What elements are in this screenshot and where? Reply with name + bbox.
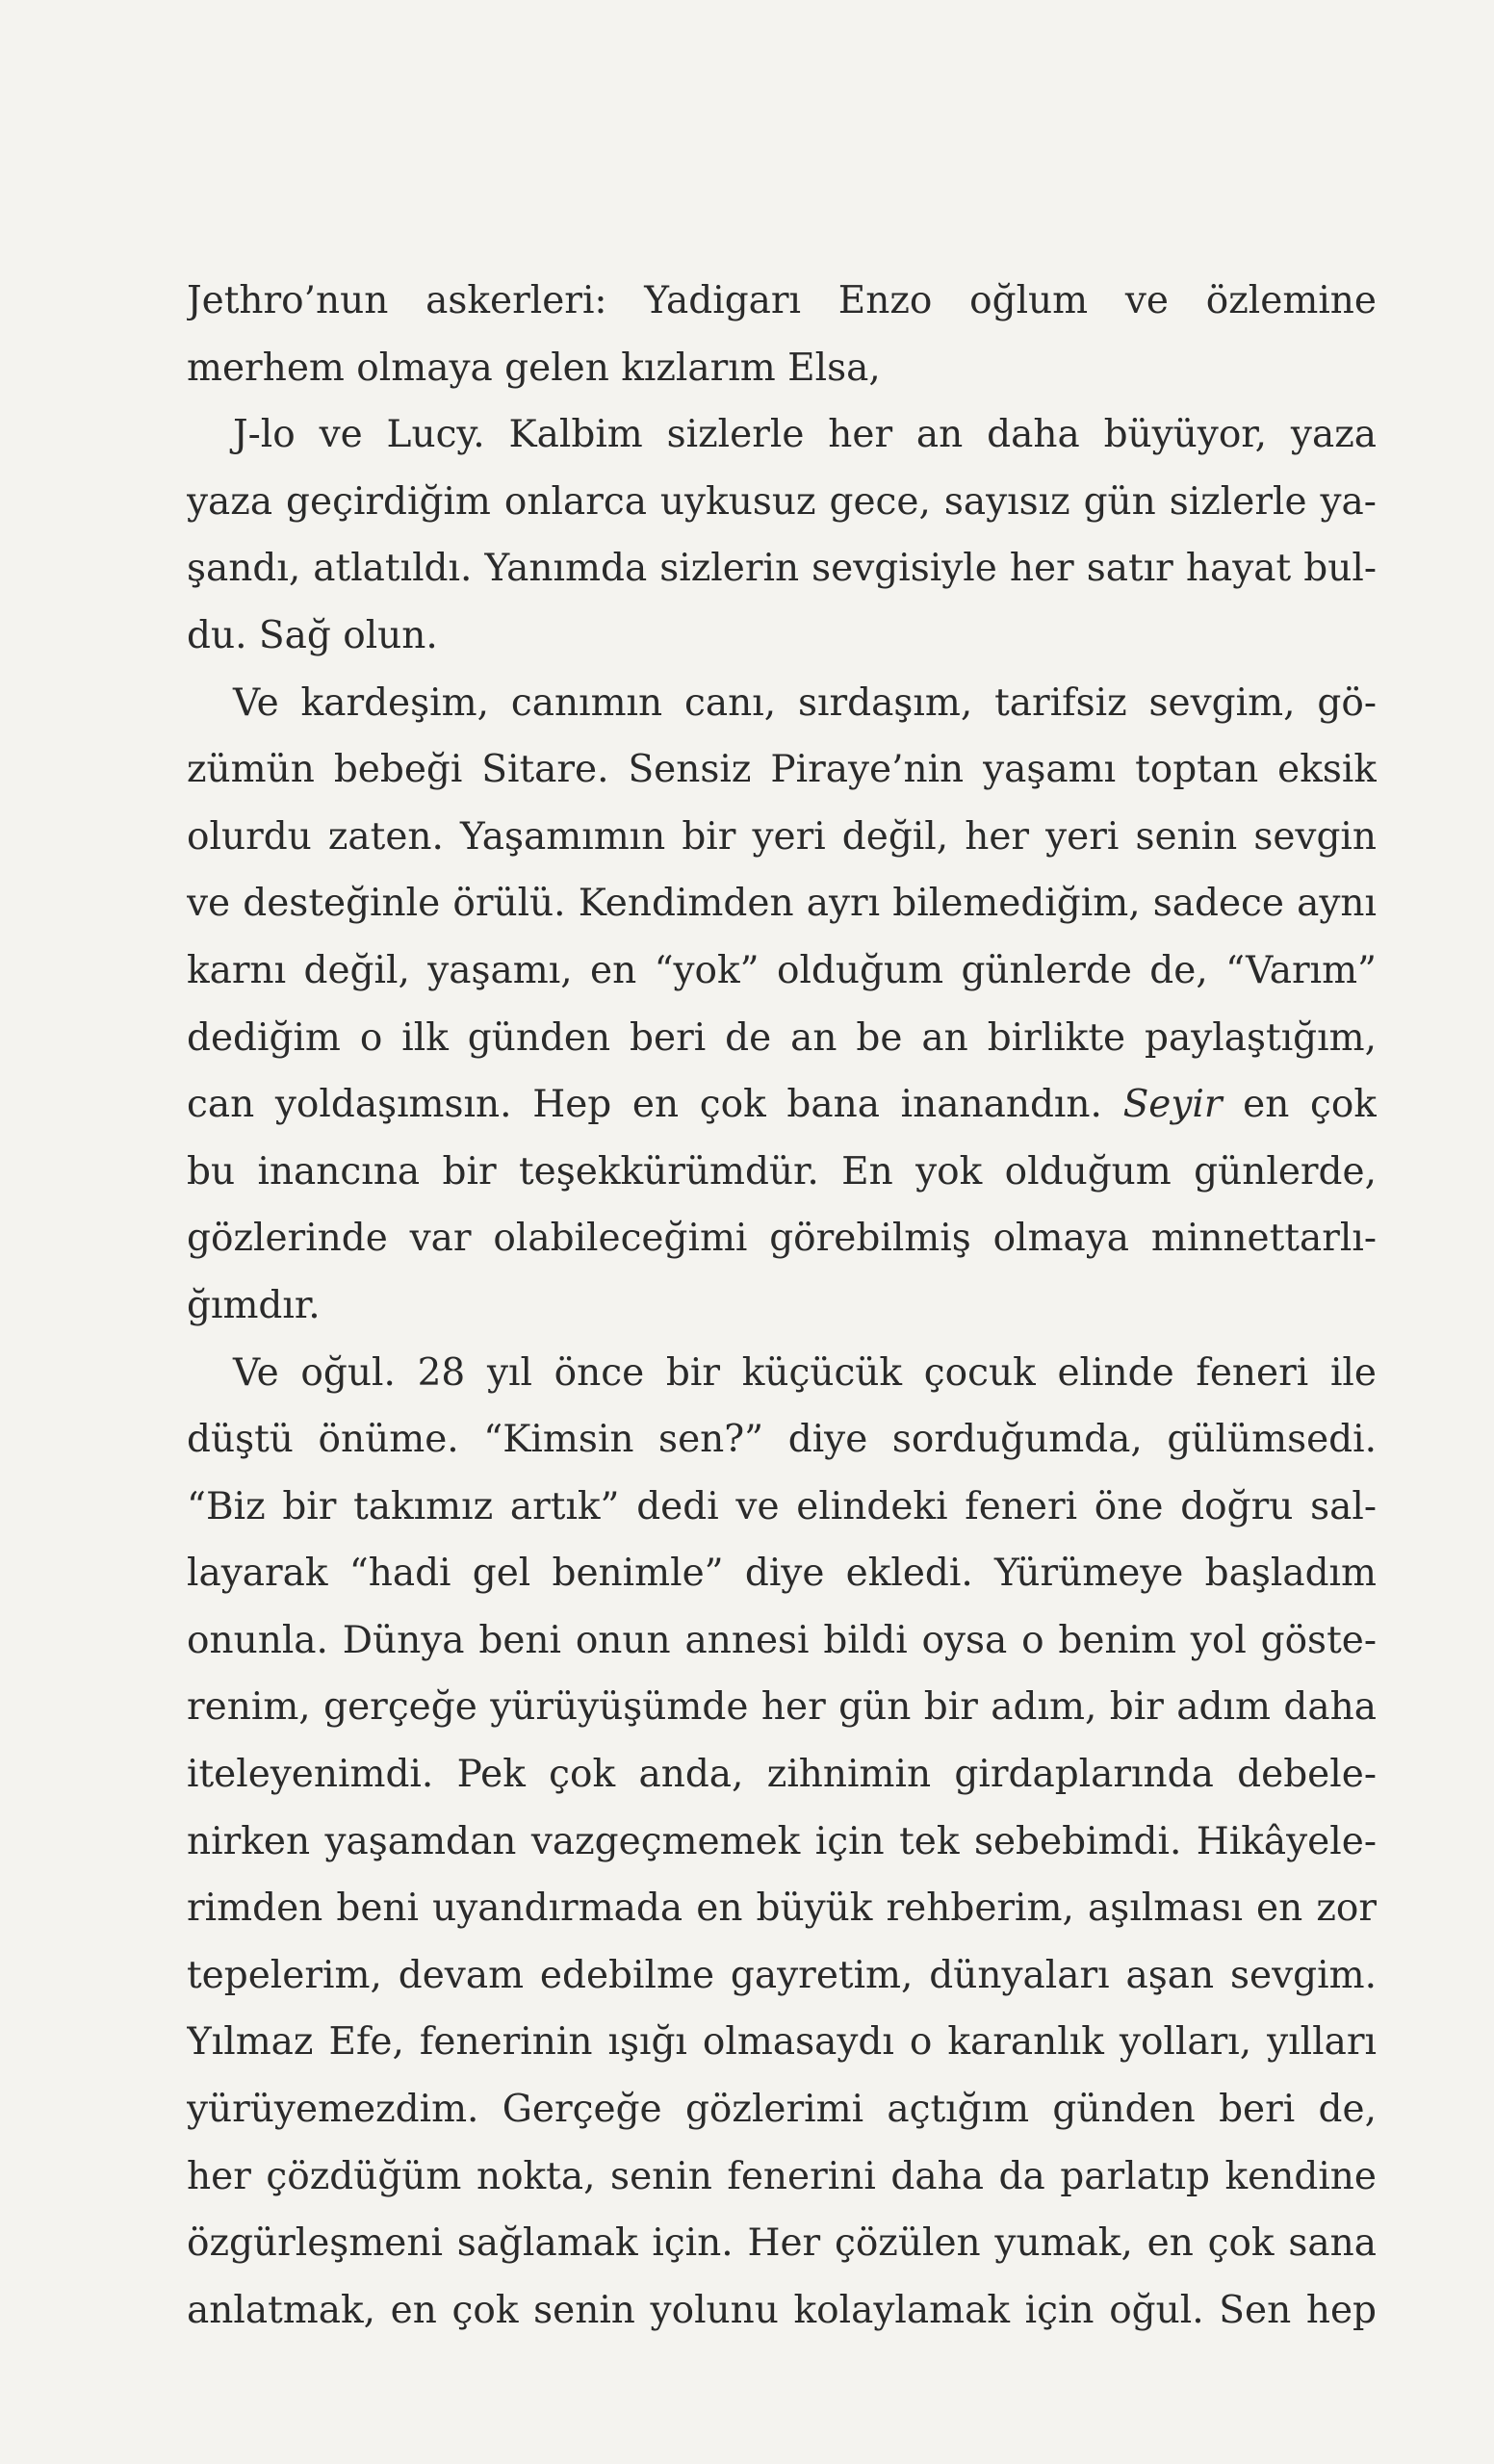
text-line: olurdu zaten. Yaşamımın bir yeri değil, her yeri senin sevgin: [187, 814, 1377, 859]
text-line: rimden beni uyandırmada en büyük rehberim, aşılması en zor: [187, 1886, 1377, 1931]
text-line: Jethro’nun askerleri: Yadigarı Enzo oğlum ve özlemine: [187, 279, 1377, 322]
text-segment: en çok: [1243, 1083, 1377, 1127]
text-line: Yılmaz Efe, fenerinin ışığı olmasaydı o karanlık yolları, yılları: [187, 2020, 1377, 2065]
text-line: Ve oğul. 28 yıl önce bir küçücük çocuk elinde feneri ile: [233, 1350, 1377, 1395]
text-line: “Biz bir takımız artık” dedi ve elindeki feneri öne doğru sal-: [187, 1484, 1377, 1528]
text-line: her çözdüğüm nokta, senin fenerini daha da parlatıp kendine: [187, 2154, 1377, 2198]
text-line: J-lo ve Lucy. Kalbim sizlerle her an daha büyüyor, yaza: [233, 413, 1377, 457]
text-line: nirken yaşamdan vazgeçmemek için tek sebebimdi. Hikâyele-: [187, 1819, 1377, 1863]
book-title-italic: Seyir: [1122, 1083, 1223, 1127]
text-line: zümün bebeği Sitare. Sensiz Piraye’nin yaşamı toptan eksik: [187, 748, 1377, 792]
text-line: layarak “hadi gel benimle” diye ekledi. Yürümeye başladım: [187, 1552, 1377, 1596]
text-line: karnı değil, yaşamı, en “yok” olduğum günlerde de, “Varım”: [187, 948, 1377, 992]
text-line: merhem olmaya gelen kızlarım Elsa,: [187, 346, 881, 390]
text-line: özgürleşmeni sağlamak için. Her çözülen yumak, en çok sana: [187, 2221, 1377, 2266]
text-line: [187, 1071, 1377, 1139]
text-line: onunla. Dünya beni onun annesi bildi oysa o benim yol göste-: [187, 1618, 1377, 1662]
text-line: düştü önüme. “Kimsin sen?” diye sorduğumda, gülümsedi.: [187, 1418, 1377, 1462]
text-line: bu inancına bir teşekkürümdür. En yok olduğum günlerde,: [187, 1149, 1377, 1194]
text-line: du. Sağ olun.: [187, 613, 438, 657]
text-line: yaza geçirdiğim onlarca uykusuz gece, sayısız gün sizlerle ya-: [187, 479, 1377, 524]
text-line: ğımdır.: [187, 1283, 321, 1327]
text-line: ve desteğinle örülü. Kendimden ayrı bilemediğim, sadece aynı: [187, 882, 1377, 926]
body-text: [187, 268, 1377, 2344]
text-line: yürüyemezdim. Gerçeğe gözlerimi açtığım günden beri de,: [187, 2088, 1377, 2132]
text-line: Ve kardeşim, canımın canı, sırdaşım, tarifsiz sevgim, gö-: [233, 680, 1377, 725]
text-line: gözlerinde var olabileceğimi görebilmiş olmaya minnettarlı-: [187, 1217, 1377, 1261]
text-line: dediğim o ilk günden beri de an be an birlikte paylaştığım,: [187, 1015, 1377, 1060]
text-line: tepelerim, devam edebilme gayretim, dünyaları aşan sevgim.: [187, 1953, 1377, 1997]
text-line: renim, gerçeğe yürüyüşümde her gün bir adım, bir adım daha: [187, 1685, 1377, 1730]
text-line: anlatmak, en çok senin yolunu kolaylamak için oğul. Sen hep: [187, 2288, 1377, 2332]
text-segment: can yoldaşımsın. Hep en çok bana inanandın.: [187, 1083, 1102, 1127]
text-line: iteleyenimdi. Pek çok anda, zihnimin girdaplarında debele-: [187, 1753, 1377, 1797]
text-line: şandı, atlatıldı. Yanımda sizlerin sevgisiyle her satır hayat bul-: [187, 547, 1377, 591]
